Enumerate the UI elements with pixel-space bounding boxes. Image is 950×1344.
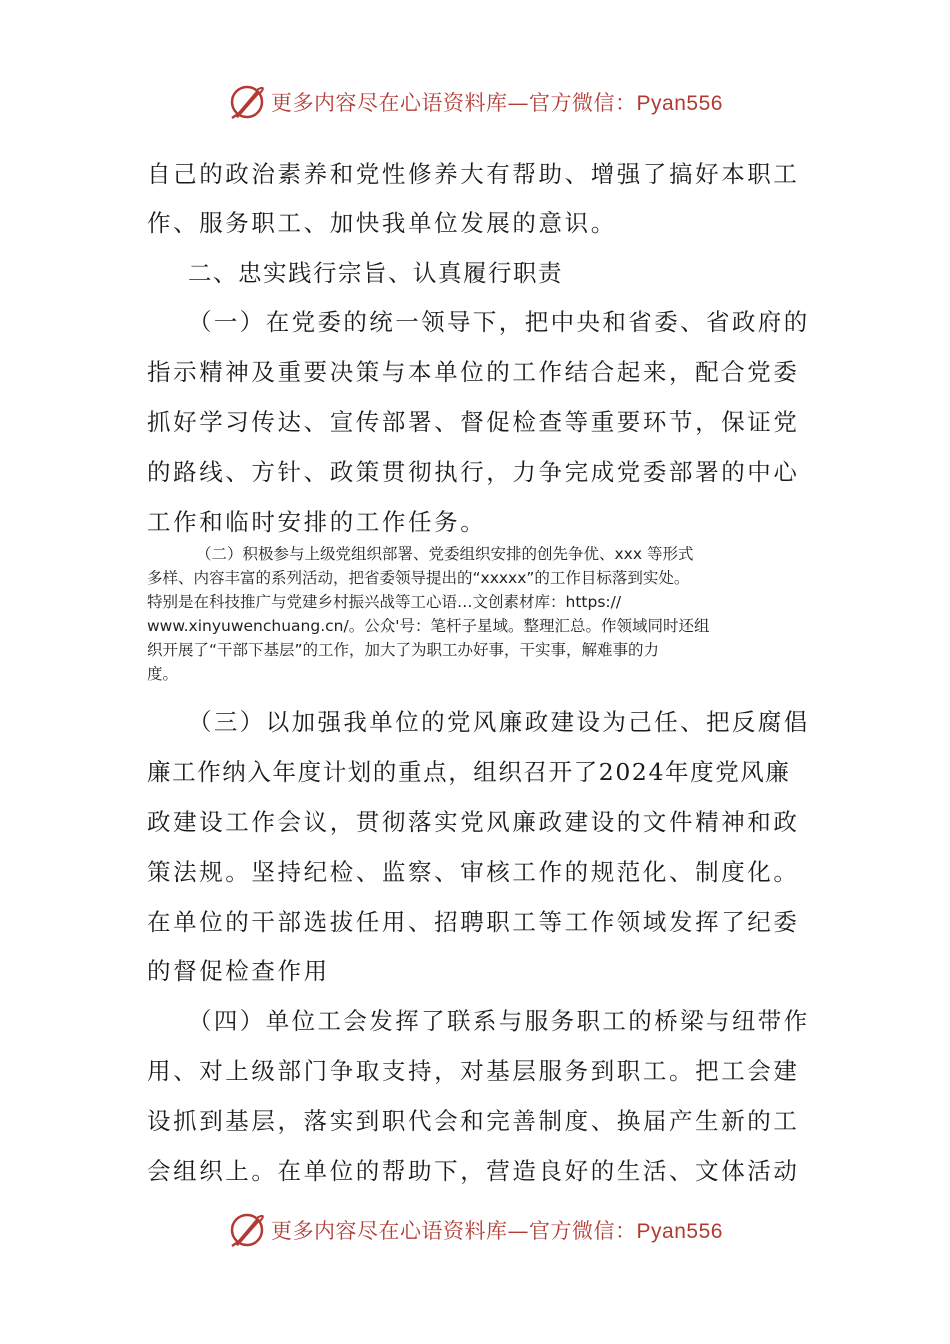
paragraph-line: 工作和临时安排的工作任务。 [147, 508, 487, 536]
paragraph-line: 策法规。坚持纪检、监察、审核工作的规范化、制度化。 [147, 858, 800, 886]
footer-banner [0, 1210, 950, 1250]
paragraph-line: （二）积极参与上级党组织部署、党委组织安排的创先争优、xxx 等形式 [196, 545, 694, 563]
header-banner [0, 82, 950, 122]
wechat-id: Pyan556 [636, 92, 723, 115]
section-heading: 二、忠实践行宗旨、认真履行职责 [188, 259, 563, 287]
paragraph-line: 会组织上。在单位的帮助下，营造良好的生活、文体活动 [147, 1157, 800, 1185]
quill-logo-icon [227, 1210, 267, 1250]
paragraph-line: （三）以加强我单位的党风廉政建设为己任、把反腐倡 [188, 708, 810, 736]
banner-text: 更多内容尽在心语资料库—官方微信：Pyan556 [271, 1219, 723, 1243]
paragraph-line: 的路线、方针、政策贯彻执行，力争完成党委部署的中心 [147, 458, 800, 486]
small-paragraph [147, 542, 807, 686]
paragraph-line: 廉工作纳入年度计划的重点，组织召开了2024年度党风廉 [147, 758, 791, 786]
paragraph-line: 在单位的干部选拔任用、招聘职工等工作领域发挥了纪委 [147, 908, 800, 936]
paragraph-line: 政建设工作会议，贯彻落实党风廉政建设的文件精神和政 [147, 808, 800, 836]
paragraph-line: 自己的政治素养和党性修养大有帮助、增强了搞好本职工 [147, 160, 800, 188]
paragraph-line: 设抓到基层，落实到职代会和完善制度、换届产生新的工 [147, 1107, 800, 1135]
paragraph-line: 用、对上级部门争取支持，对基层服务到职工。把工会建 [147, 1057, 800, 1085]
paragraph-line: 指示精神及重要决策与本单位的工作结合起来，配合党委 [147, 358, 800, 386]
paragraph-line: www.xinyuwenchuang.cn/。公众'号：笔杆子星域。整理汇总。作领域同时还组 [147, 617, 710, 635]
paragraph-line: 织开展了“干部下基层”的工作，加大了为职工办好事，干实事，解难事的力 [147, 641, 660, 659]
paragraph-line: （一）在党委的统一领导下，把中央和省委、省政府的 [188, 308, 810, 336]
wechat-id: Pyan556 [636, 1220, 723, 1243]
paragraph-line: 多样、内容丰富的系列活动，把省委领导提出的“xxxxx”的工作目标落到实处。 [147, 569, 690, 587]
paragraph-line: （四）单位工会发挥了联系与服务职工的桥梁与纽带作 [188, 1007, 810, 1035]
paragraph-line: 的督促检查作用 [147, 957, 330, 985]
paragraph-line: 作、服务职工、加快我单位发展的意识。 [147, 209, 617, 237]
paragraph-line: 抓好学习传达、宣传部署、督促检查等重要环节，保证党 [147, 408, 800, 436]
paragraph-line: 度。 [147, 665, 179, 683]
banner-text: 更多内容尽在心语资料库—官方微信：Pyan556 [271, 91, 723, 115]
paragraph-line: 特别是在科技推广与党建乡村振兴战等工心语…文创素材库：https:// [147, 593, 622, 611]
quill-logo-icon [227, 82, 267, 122]
